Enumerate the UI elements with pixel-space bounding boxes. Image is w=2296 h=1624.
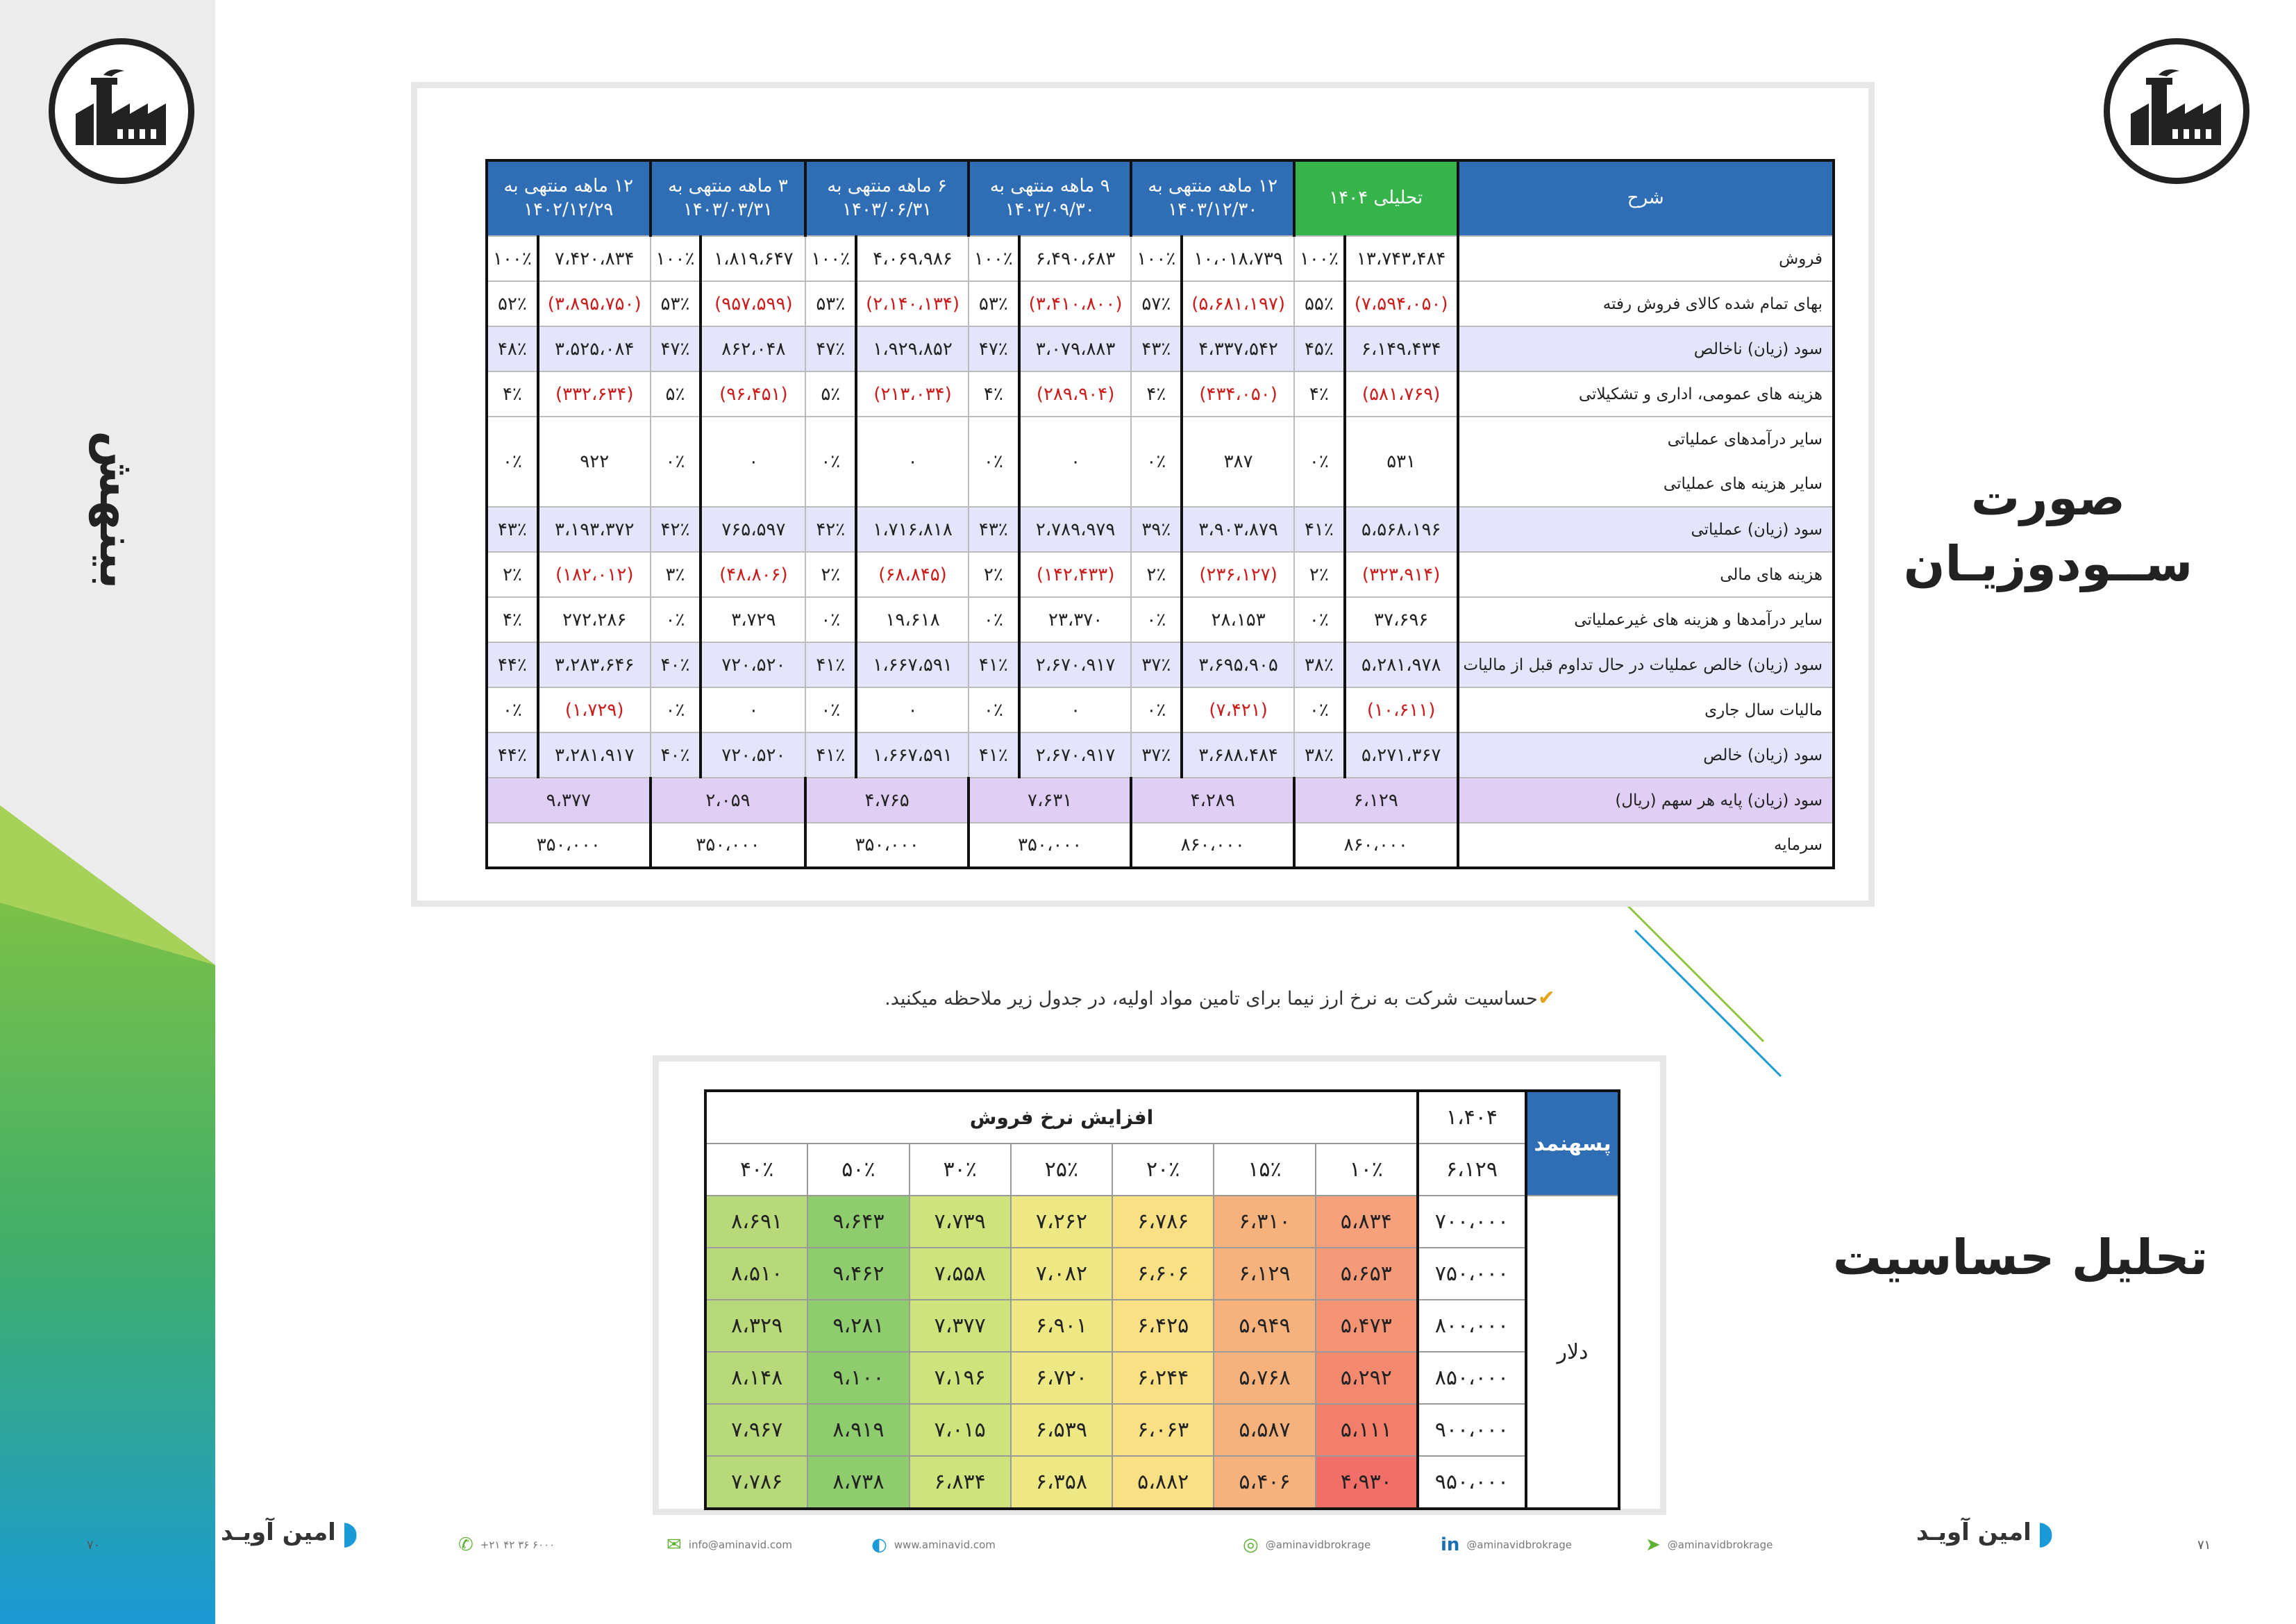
footer-website[interactable]: ◐ www.aminavid.com: [871, 1534, 996, 1555]
cell-value: ۶،۴۹۰،۶۸۳: [1019, 236, 1132, 281]
cell-value: ۵،۵۶۸،۱۹۶: [1345, 507, 1458, 552]
cell-value: (۴۳۴،۰۵۰): [1182, 371, 1294, 417]
percent-header: ۲۰٪: [1112, 1144, 1214, 1196]
sensitivity-cell: ۷،۵۵۸: [910, 1248, 1011, 1300]
sensitivity-row: [705, 1300, 1619, 1352]
cell-value: ۲،۰۵۹: [651, 778, 806, 823]
cell-value: (۳۲۳،۹۱۴): [1345, 552, 1458, 597]
page-number-right: ۷۱: [2197, 1538, 2211, 1552]
cell-percent: ۰٪: [651, 417, 701, 507]
sensitivity-cell: ۷،۷۳۹: [910, 1196, 1011, 1248]
cell-percent: ۰٪: [1131, 417, 1182, 507]
percent-header: ۳۰٪: [910, 1144, 1011, 1196]
sensitivity-cell: ۵،۴۰۶: [1214, 1456, 1315, 1509]
cell-value: (۷،۵۹۴،۰۵۰): [1345, 281, 1458, 326]
cell-percent: ۲٪: [487, 552, 538, 597]
header-desc: شرح: [1458, 160, 1834, 236]
cell-percent: ۵۲٪: [487, 281, 538, 326]
sensitivity-cell: ۷،۰۸۲: [1011, 1248, 1112, 1300]
row-label: سود (زیان) ناخالص: [1458, 326, 1834, 371]
cell-value: ۷۶۵،۵۹۷: [701, 507, 805, 552]
sidebar-decoration: [0, 0, 215, 1624]
sensitivity-cell: ۶،۹۰۱: [1011, 1300, 1112, 1352]
cell-value: ۷۲۰،۵۲۰: [701, 642, 805, 687]
instagram-icon: ◎: [1243, 1534, 1259, 1555]
linkedin-icon: in: [1441, 1534, 1460, 1555]
header-col-1: تحلیلی ۱۴۰۴: [1294, 160, 1458, 236]
cell-value: ۰: [1019, 417, 1132, 507]
cell-percent: ۴۴٪: [487, 733, 538, 778]
cell-percent: ۲٪: [805, 552, 856, 597]
cell-percent: ۴۳٪: [969, 507, 1019, 552]
row-label: ۷۵۰،۰۰۰: [1418, 1248, 1526, 1300]
row-label: سود (زیان) خالص عملیات در حال تداوم قبل از مالیات: [1458, 642, 1834, 687]
cell-percent: ۴۵٪: [1294, 326, 1345, 371]
brand-drop-icon: ◗: [2036, 1514, 2054, 1551]
cell-value: ۸۶۲،۰۴۸: [701, 326, 805, 371]
cell-value: ۷،۴۲۰،۸۳۴: [538, 236, 651, 281]
cell-percent: ۴۲٪: [651, 507, 701, 552]
header-col-2: ۱۲ ماهه منتهی به ۱۴۰۳/۱۲/۳۰: [1131, 160, 1294, 236]
row-label: سود (زیان) عملیاتی: [1458, 507, 1834, 552]
sensitivity-cell: ۵،۵۸۷: [1214, 1404, 1315, 1456]
row-label: ۹۵۰،۰۰۰: [1418, 1456, 1526, 1509]
cell-value: (۵،۶۸۱،۱۹۷): [1182, 281, 1294, 326]
cell-percent: ۴۷٪: [969, 326, 1019, 371]
income-row: [487, 642, 1834, 687]
sensitivity-cell: ۶،۶۰۶: [1112, 1248, 1214, 1300]
cell-value: ۲۷۲،۲۸۶: [538, 597, 651, 642]
sensitivity-cell: ۷،۰۱۵: [910, 1404, 1011, 1456]
row-label: سایر درآمدهای عملیاتی سایر هزینه های عملیاتی: [1458, 417, 1834, 507]
sensitivity-table-body: [705, 1091, 1619, 1509]
cell-value: ۳،۹۰۳،۸۷۹: [1182, 507, 1294, 552]
sensitivity-corner-label: پسهنمد: [1526, 1091, 1619, 1196]
income-row: [487, 597, 1834, 642]
cell-percent: ۰٪: [1131, 687, 1182, 733]
cell-value: (۹۵۷،۵۹۹): [701, 281, 805, 326]
row-label: ۷۰۰،۰۰۰: [1418, 1196, 1526, 1248]
sensitivity-cell: ۶،۷۲۰: [1011, 1352, 1112, 1404]
row-label: سرمایه: [1458, 823, 1834, 868]
cell-percent: ۲٪: [969, 552, 1019, 597]
row-label: هزینه های عمومی، اداری و تشکیلاتی: [1458, 371, 1834, 417]
sensitivity-header: افزایش نرخ فروش: [705, 1091, 1418, 1144]
cell-percent: ۰٪: [651, 687, 701, 733]
cell-value: ۲۸،۱۵۳: [1182, 597, 1294, 642]
cell-value: ۱،۷۱۶،۸۱۸: [856, 507, 969, 552]
cell-value: ۳،۲۸۱،۹۱۷: [538, 733, 651, 778]
cell-value: ۹۲۲: [538, 417, 651, 507]
cell-value: ۱۹،۶۱۸: [856, 597, 969, 642]
header-col-5: ۳ ماهه منتهی به ۱۴۰۳/۰۳/۳۱: [651, 160, 806, 236]
telegram-icon: ➤: [1645, 1534, 1661, 1555]
sensitivity-cell: ۶،۰۶۳: [1112, 1404, 1214, 1456]
income-row: [487, 236, 1834, 281]
cell-value: ۳،۰۷۹،۸۸۳: [1019, 326, 1132, 371]
cell-percent: ۵۷٪: [1131, 281, 1182, 326]
cell-value: (۷،۴۲۱): [1182, 687, 1294, 733]
income-row: [487, 778, 1834, 823]
sensitivity-year: ۱،۴۰۴: [1418, 1091, 1526, 1144]
income-row: [487, 417, 1834, 507]
cell-percent: ۴۳٪: [1131, 326, 1182, 371]
cell-value: ۵،۲۸۱،۹۷۸: [1345, 642, 1458, 687]
sensitivity-row: [705, 1456, 1619, 1509]
brand-drop-icon: ◗: [341, 1514, 359, 1551]
percent-header: ۱۰٪: [1316, 1144, 1418, 1196]
cell-value: ۳،۵۲۵،۰۸۴: [538, 326, 651, 371]
cell-percent: ۴۲٪: [805, 507, 856, 552]
mouse-icon: ◐: [871, 1534, 887, 1555]
percent-header: ۴۰٪: [705, 1144, 807, 1196]
mail-icon: ✉: [667, 1534, 682, 1555]
income-table-frame: [411, 82, 1875, 907]
cell-percent: ۳٪: [651, 552, 701, 597]
cell-value: ۳،۶۸۸،۴۸۴: [1182, 733, 1294, 778]
cell-percent: ۰٪: [651, 597, 701, 642]
cell-value: (۳۳۲،۶۳۴): [538, 371, 651, 417]
sensitivity-cell: ۹،۶۴۳: [807, 1196, 909, 1248]
cell-value: ۰: [701, 417, 805, 507]
cell-value: ۳،۲۸۳،۶۴۶: [538, 642, 651, 687]
sensitivity-cell: ۹،۲۸۱: [807, 1300, 909, 1352]
cell-percent: ۴۰٪: [651, 733, 701, 778]
cell-value: ۲،۷۸۹،۹۷۹: [1019, 507, 1132, 552]
cell-percent: ۳۷٪: [1131, 642, 1182, 687]
cell-value: ۳۵۰،۰۰۰: [805, 823, 969, 868]
footer-phone[interactable]: ✆ +۲۱ ۴۲ ۳۶ ۶۰۰۰: [458, 1534, 555, 1555]
cell-percent: ۰٪: [805, 597, 856, 642]
cell-percent: ۳۸٪: [1294, 642, 1345, 687]
cell-value: ۱۰،۰۱۸،۷۳۹: [1182, 236, 1294, 281]
cell-percent: ۴٪: [487, 371, 538, 417]
cell-value: (۹۶،۴۵۱): [701, 371, 805, 417]
cell-percent: ۴۳٪: [487, 507, 538, 552]
cell-percent: ۰٪: [969, 597, 1019, 642]
sensitivity-row: [705, 1196, 1619, 1248]
cell-value: ۵۳۱: [1345, 417, 1458, 507]
sensitivity-cell: ۷،۷۸۶: [705, 1456, 807, 1509]
sensitivity-cell: ۸،۱۴۸: [705, 1352, 807, 1404]
sensitivity-cell: ۶،۴۲۵: [1112, 1300, 1214, 1352]
cell-percent: ۴٪: [969, 371, 1019, 417]
cell-value: ۳۸۷: [1182, 417, 1294, 507]
sensitivity-cell: ۵،۴۷۳: [1316, 1300, 1418, 1352]
sensitivity-cell: ۶،۳۵۸: [1011, 1456, 1112, 1509]
cell-percent: ۵۳٪: [805, 281, 856, 326]
income-row: [487, 371, 1834, 417]
cell-percent: ۰٪: [969, 417, 1019, 507]
sensitivity-caption: ✔حساسیت شرکت به نرخ ارز نیما برای تامین مواد اولیه، در جدول زیر ملاحظه میکنید.: [885, 986, 1555, 1010]
cell-percent: ۰٪: [1131, 597, 1182, 642]
sensitivity-cell: ۷،۲۶۲: [1011, 1196, 1112, 1248]
percent-header: ۲۵٪: [1011, 1144, 1112, 1196]
income-table-body: [487, 236, 1834, 868]
sensitivity-cell: ۸،۶۹۱: [705, 1196, 807, 1248]
cell-percent: ۳۹٪: [1131, 507, 1182, 552]
sensitivity-table: [704, 1089, 1620, 1510]
cell-percent: ۵۳٪: [969, 281, 1019, 326]
cell-value: ۱،۸۱۹،۶۴۷: [701, 236, 805, 281]
factory-icon: [2131, 65, 2222, 157]
income-row: [487, 507, 1834, 552]
sensitivity-cell: ۶،۸۳۴: [910, 1456, 1011, 1509]
sensitivity-cell: ۸،۹۱۹: [807, 1404, 909, 1456]
sensitivity-cell: ۸،۳۲۹: [705, 1300, 807, 1352]
cell-value: ۲،۶۷۰،۹۱۷: [1019, 642, 1132, 687]
cell-percent: ۰٪: [487, 687, 538, 733]
sensitivity-cell: ۶،۱۲۹: [1214, 1248, 1315, 1300]
header-col-4: ۶ ماهه منتهی به ۱۴۰۳/۰۶/۳۱: [805, 160, 969, 236]
cell-value: ۶،۱۲۹: [1294, 778, 1458, 823]
cell-value: ۴،۲۸۹: [1131, 778, 1294, 823]
cell-percent: ۲٪: [1294, 552, 1345, 597]
cell-percent: ۵٪: [805, 371, 856, 417]
sensitivity-cell: ۸،۷۳۸: [807, 1456, 909, 1509]
cell-percent: ۰٪: [805, 687, 856, 733]
percent-header: ۵۰٪: [807, 1144, 909, 1196]
cell-value: ۳،۷۲۹: [701, 597, 805, 642]
cell-percent: ۵٪: [651, 371, 701, 417]
income-row: [487, 733, 1834, 778]
cell-percent: ۴۷٪: [651, 326, 701, 371]
cell-value: (۲۱۳،۰۳۴): [856, 371, 969, 417]
cell-percent: ۰٪: [487, 417, 538, 507]
sensitivity-cell: ۹،۴۶۲: [807, 1248, 909, 1300]
cell-value: (۴۸،۸۰۶): [701, 552, 805, 597]
cell-percent: ۴۱٪: [969, 642, 1019, 687]
cell-percent: ۵۵٪: [1294, 281, 1345, 326]
sensitivity-row: [705, 1352, 1619, 1404]
sensitivity-cell: ۵،۸۸۲: [1112, 1456, 1214, 1509]
cell-percent: ۳۷٪: [1131, 733, 1182, 778]
cell-value: (۱،۷۲۹): [538, 687, 651, 733]
income-row: [487, 281, 1834, 326]
sensitivity-cell: ۹،۱۰۰: [807, 1352, 909, 1404]
income-statement-table: [485, 159, 1835, 869]
row-axis-label: دلار: [1526, 1196, 1619, 1509]
brand-logo-left: ◗ امین آویـد: [221, 1514, 359, 1551]
income-row: [487, 326, 1834, 371]
cell-value: ۱،۶۶۷،۵۹۱: [856, 733, 969, 778]
sensitivity-cell: ۵،۲۹۲: [1316, 1352, 1418, 1404]
cell-value: ۳۷،۶۹۶: [1345, 597, 1458, 642]
sensitivity-table-frame: [653, 1055, 1666, 1515]
income-statement-title: صورت ســودوزیـان: [1903, 469, 2193, 592]
brand-logo-right: ◗ امین آویـد: [1916, 1514, 2054, 1551]
cell-percent: ۱۰۰٪: [969, 236, 1019, 281]
page-number-left: ۷۰: [87, 1538, 101, 1552]
cell-value: ۶،۱۴۹،۴۳۴: [1345, 326, 1458, 371]
percent-header: ۱۵٪: [1214, 1144, 1315, 1196]
cell-percent: ۴۱٪: [805, 733, 856, 778]
cell-percent: ۱۰۰٪: [1131, 236, 1182, 281]
cell-value: ۳،۶۹۵،۹۰۵: [1182, 642, 1294, 687]
row-label: ۸۵۰،۰۰۰: [1418, 1352, 1526, 1404]
header-col-3: ۹ ماهه منتهی به ۱۴۰۳/۰۹/۳۰: [969, 160, 1132, 236]
cell-value: (۶۸،۸۴۵): [856, 552, 969, 597]
cell-value: ۰: [1019, 687, 1132, 733]
cell-value: (۳،۸۹۵،۷۵۰): [538, 281, 651, 326]
header-col-6: ۱۲ ماهه منتهی به ۱۴۰۲/۱۲/۲۹: [487, 160, 651, 236]
sensitivity-cell: ۵،۱۱۱: [1316, 1404, 1418, 1456]
left-sidebar: [0, 0, 215, 1624]
cell-value: (۱۸۲،۰۱۲): [538, 552, 651, 597]
cell-percent: ۱۰۰٪: [805, 236, 856, 281]
cell-percent: ۵۳٪: [651, 281, 701, 326]
row-label: فروش: [1458, 236, 1834, 281]
cell-value: ۳۵۰،۰۰۰: [487, 823, 651, 868]
cell-value: (۵۸۱،۷۶۹): [1345, 371, 1458, 417]
cell-value: ۳۵۰،۰۰۰: [969, 823, 1132, 868]
cell-value: ۴،۰۶۹،۹۸۶: [856, 236, 969, 281]
sensitivity-cell: ۵،۶۵۳: [1316, 1248, 1418, 1300]
cell-percent: ۰٪: [969, 687, 1019, 733]
cell-percent: ۴۸٪: [487, 326, 538, 371]
cell-percent: ۴۷٪: [805, 326, 856, 371]
cell-percent: ۰٪: [1294, 597, 1345, 642]
cell-value: ۸۶۰،۰۰۰: [1294, 823, 1458, 868]
cell-value: ۳۵۰،۰۰۰: [651, 823, 806, 868]
row-label: ۹۰۰،۰۰۰: [1418, 1404, 1526, 1456]
sensitivity-cell: ۵،۹۴۹: [1214, 1300, 1315, 1352]
cell-percent: ۴٪: [1131, 371, 1182, 417]
cell-percent: ۲٪: [1131, 552, 1182, 597]
row-label: مالیات سال جاری: [1458, 687, 1834, 733]
sensitivity-cell: ۴،۹۳۰: [1316, 1456, 1418, 1509]
row-label: ۸۰۰،۰۰۰: [1418, 1300, 1526, 1352]
cell-percent: ۱۰۰٪: [487, 236, 538, 281]
cell-value: (۲،۱۴۰،۱۳۴): [856, 281, 969, 326]
cell-value: ۰: [856, 417, 969, 507]
cell-value: ۷،۶۳۱: [969, 778, 1132, 823]
cell-value: ۱،۹۲۹،۸۵۲: [856, 326, 969, 371]
sensitivity-row: [705, 1248, 1619, 1300]
cell-value: (۳،۴۱۰،۸۰۰): [1019, 281, 1132, 326]
phone-icon: ✆: [458, 1534, 474, 1555]
footer-instagram[interactable]: ◎ @aminavidbrokrage: [1243, 1534, 1371, 1555]
row-label: سود (زیان) خالص: [1458, 733, 1834, 778]
sensitivity-cell: ۶،۳۱۰: [1214, 1196, 1315, 1248]
cell-value: ۷۲۰،۵۲۰: [701, 733, 805, 778]
sensitivity-base-value: ۶،۱۲۹: [1418, 1144, 1526, 1196]
cell-value: (۱۰،۶۱۱): [1345, 687, 1458, 733]
sensitivity-row: [705, 1404, 1619, 1456]
factory-logo-right: [2104, 38, 2249, 184]
cell-percent: ۰٪: [1294, 417, 1345, 507]
factory-icon: [76, 65, 167, 157]
cell-value: (۱۴۲،۴۳۳): [1019, 552, 1132, 597]
cell-value: ۳،۱۹۳،۳۷۲: [538, 507, 651, 552]
cell-value: ۰: [701, 687, 805, 733]
cell-value: ۱۳،۷۴۳،۴۸۴: [1345, 236, 1458, 281]
cell-value: ۲۳،۳۷۰: [1019, 597, 1132, 642]
cell-value: ۴،۷۶۵: [805, 778, 969, 823]
income-row: [487, 823, 1834, 868]
sensitivity-cell: ۶،۵۳۹: [1011, 1404, 1112, 1456]
row-label: هزینه های مالی: [1458, 552, 1834, 597]
cell-value: ۰: [856, 687, 969, 733]
row-label: سود (زیان) پایه هر سهم (ریال): [1458, 778, 1834, 823]
cell-percent: ۱۰۰٪: [1294, 236, 1345, 281]
cell-value: (۲۳۶،۱۲۷): [1182, 552, 1294, 597]
cell-percent: ۴٪: [1294, 371, 1345, 417]
sensitivity-cell: ۶،۲۴۴: [1112, 1352, 1214, 1404]
footer-linkedin[interactable]: in @aminavidbrokrage: [1441, 1534, 1572, 1555]
cell-percent: ۴۴٪: [487, 642, 538, 687]
row-label: سایر درآمدها و هزینه های غیرعملیاتی: [1458, 597, 1834, 642]
cell-percent: ۴۱٪: [805, 642, 856, 687]
factory-logo-left: [49, 38, 194, 184]
cell-value: ۸۶۰،۰۰۰: [1131, 823, 1294, 868]
cell-percent: ۴۱٪: [1294, 507, 1345, 552]
sensitivity-cell: ۸،۵۱۰: [705, 1248, 807, 1300]
footer-telegram[interactable]: ➤ @aminavidbrokrage: [1645, 1534, 1773, 1555]
sensitivity-cell: ۵،۷۶۸: [1214, 1352, 1315, 1404]
income-row: [487, 687, 1834, 733]
cell-percent: ۴۱٪: [969, 733, 1019, 778]
sensitivity-cell: ۷،۱۹۶: [910, 1352, 1011, 1404]
income-row: [487, 552, 1834, 597]
cell-percent: ۱۰۰٪: [651, 236, 701, 281]
cell-percent: ۴٪: [487, 597, 538, 642]
sensitivity-title: تحلیل حساسیت: [1832, 1229, 2209, 1286]
cell-value: ۹،۳۷۷: [487, 778, 651, 823]
cell-value: (۲۸۹،۹۰۴): [1019, 371, 1132, 417]
cell-percent: ۰٪: [1294, 687, 1345, 733]
sidebar-title: بینهش: [89, 430, 146, 589]
check-icon: ✔: [1537, 986, 1555, 1010]
cell-value: ۵،۲۷۱،۳۶۷: [1345, 733, 1458, 778]
sensitivity-cell: ۵،۸۳۴: [1316, 1196, 1418, 1248]
sensitivity-cell: ۶،۷۸۶: [1112, 1196, 1214, 1248]
cell-percent: ۰٪: [805, 417, 856, 507]
sensitivity-cell: ۷،۹۶۷: [705, 1404, 807, 1456]
cell-percent: ۳۸٪: [1294, 733, 1345, 778]
cell-percent: ۴۰٪: [651, 642, 701, 687]
footer-email[interactable]: ✉ info@aminavid.com: [667, 1534, 792, 1555]
sensitivity-cell: ۷،۳۷۷: [910, 1300, 1011, 1352]
cell-value: ۲،۶۷۰،۹۱۷: [1019, 733, 1132, 778]
cell-value: ۴،۳۳۷،۵۴۲: [1182, 326, 1294, 371]
row-label: بهای تمام شده کالای فروش رفته: [1458, 281, 1834, 326]
cell-value: ۱،۶۶۷،۵۹۱: [856, 642, 969, 687]
